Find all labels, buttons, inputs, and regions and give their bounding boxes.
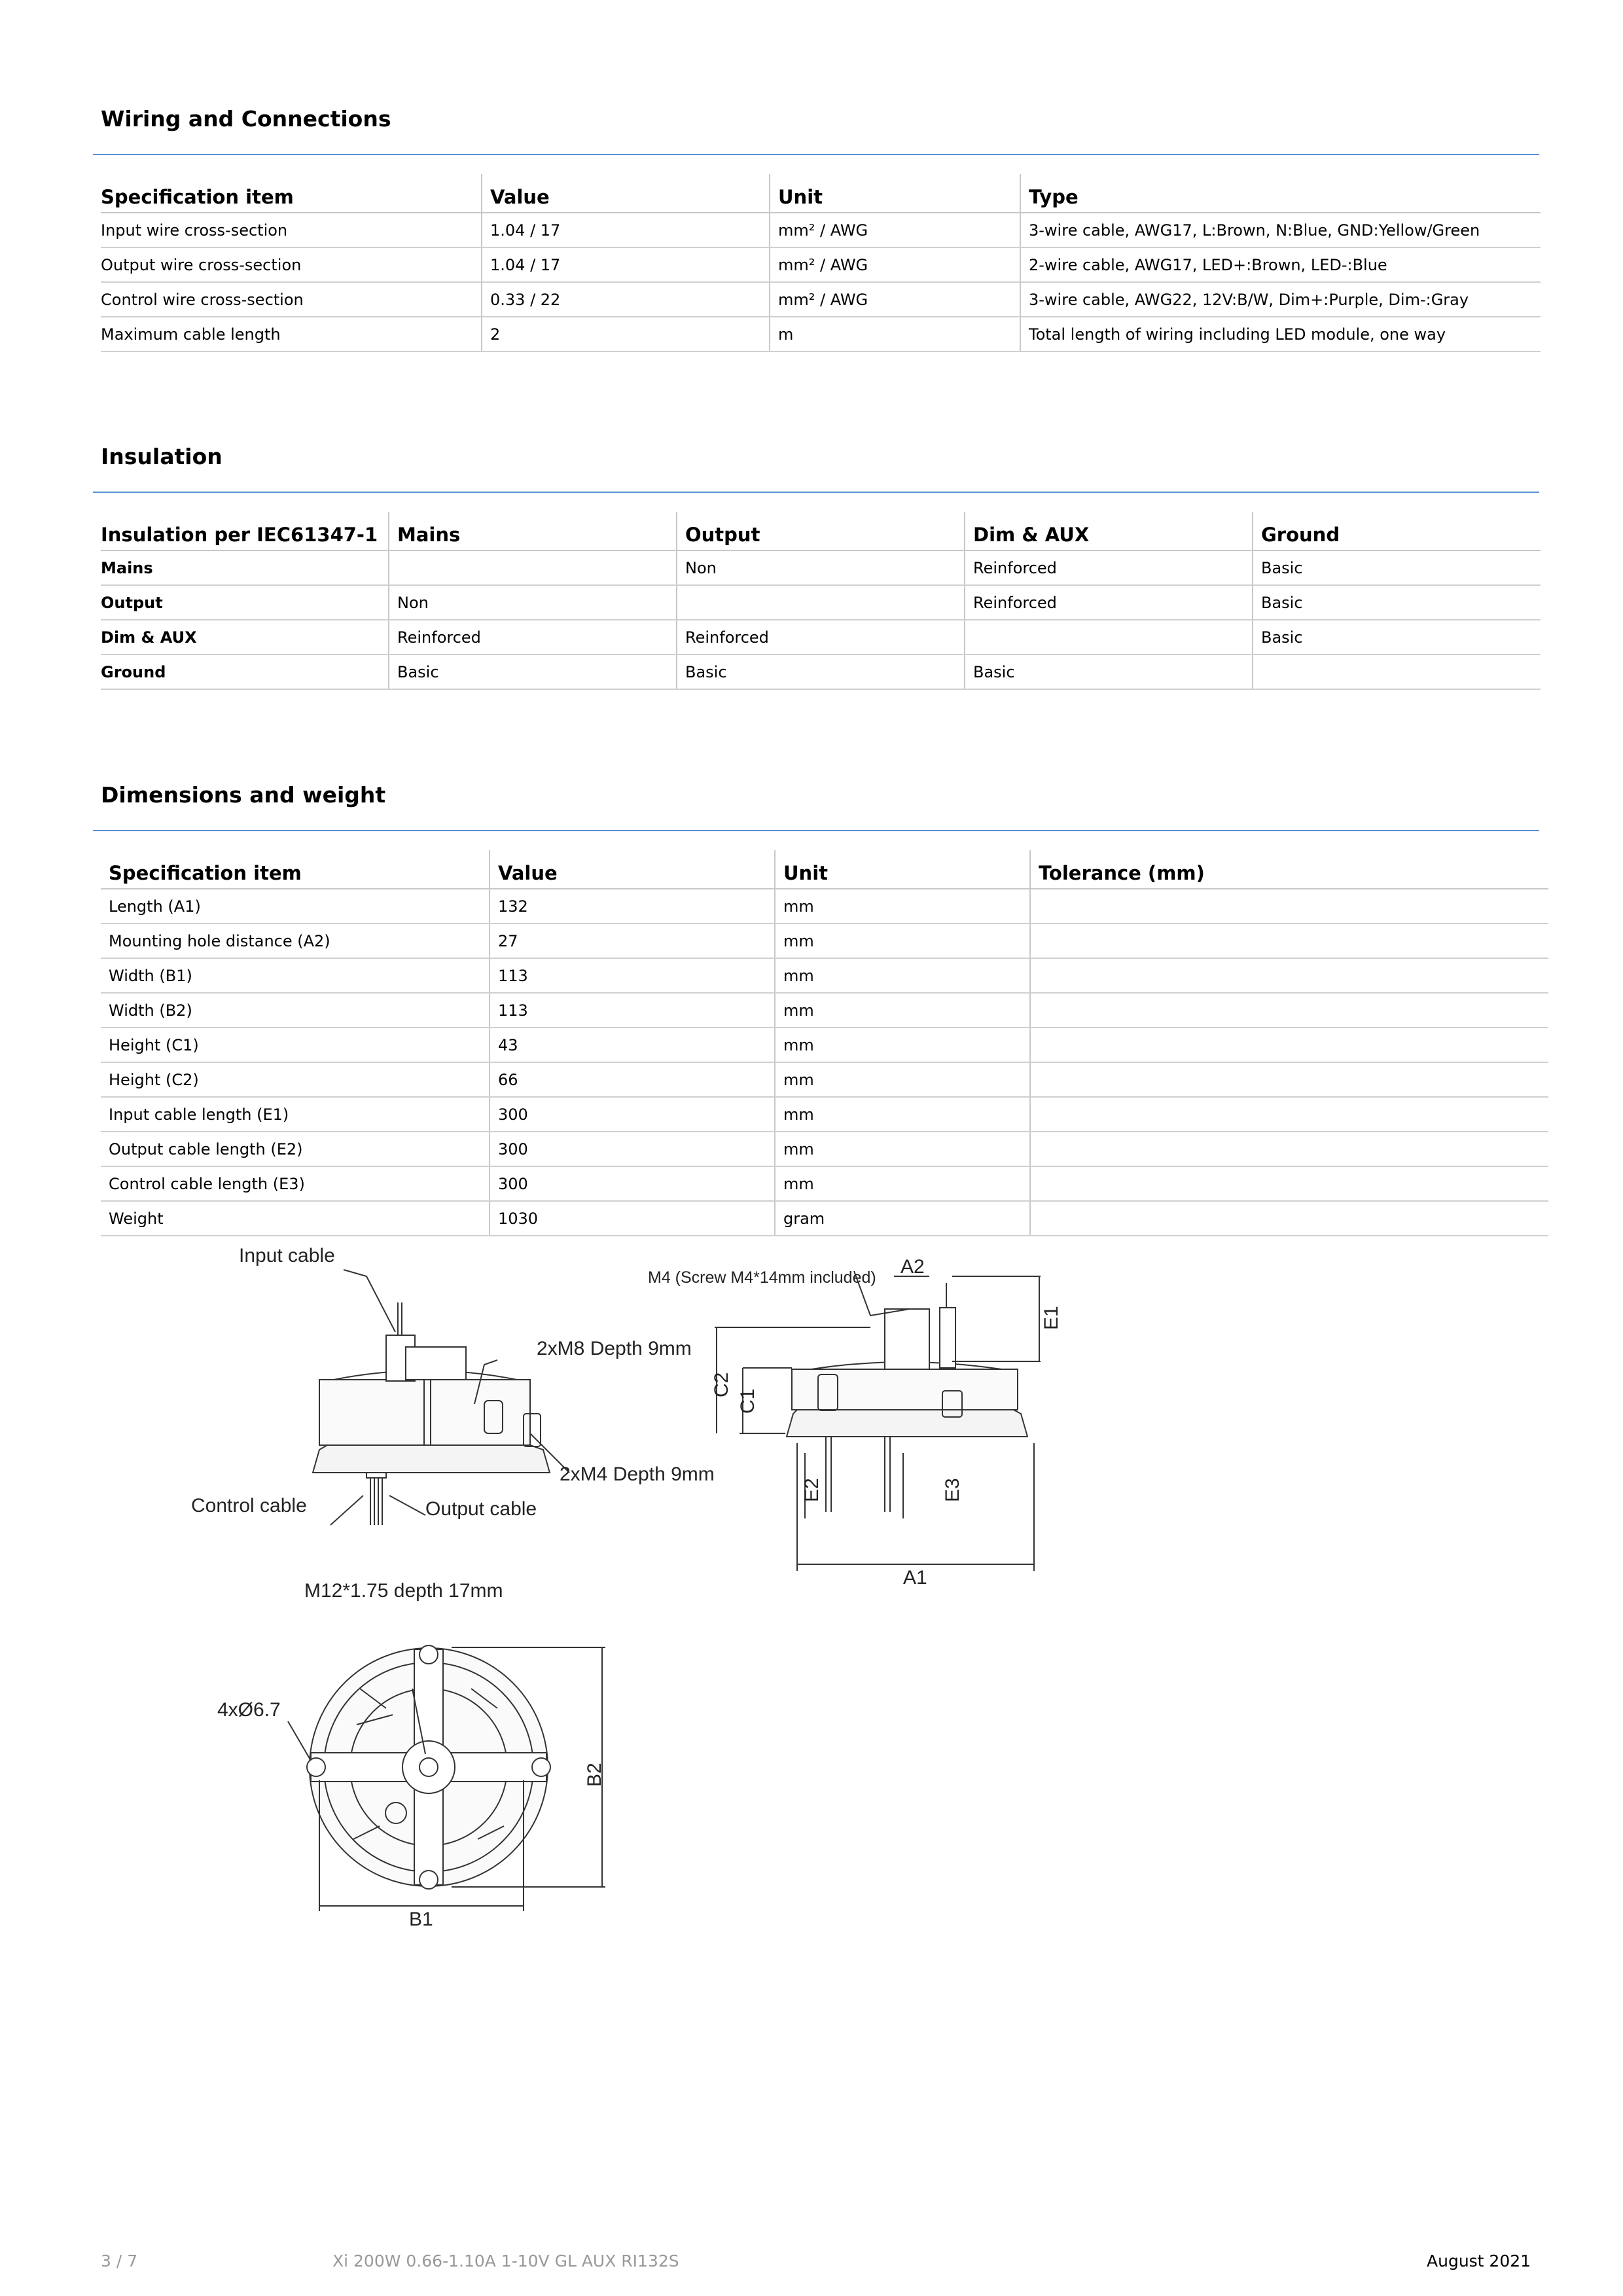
column-header: Insulation per IEC61347-1 bbox=[101, 512, 389, 550]
table-header-row bbox=[101, 850, 1548, 889]
table-cell: Maximum cable length bbox=[101, 317, 482, 351]
table-row bbox=[101, 550, 1541, 585]
mounting-hole bbox=[419, 1645, 438, 1664]
table-cell bbox=[1030, 1166, 1548, 1201]
table-cell bbox=[1030, 1097, 1548, 1132]
table-cell bbox=[1253, 655, 1541, 689]
table-cell: 1030 bbox=[490, 1201, 775, 1236]
label-m8-depth: 2xM8 Depth 9mm bbox=[537, 1338, 692, 1359]
column-header: Dim & AUX bbox=[965, 512, 1253, 550]
top-boss bbox=[885, 1309, 929, 1369]
table-cell: Width (B2) bbox=[101, 993, 490, 1028]
table-cell: Basic bbox=[1253, 550, 1541, 585]
table-cell: Height (C1) bbox=[101, 1028, 490, 1062]
m12-hole bbox=[419, 1758, 438, 1776]
table-row bbox=[101, 958, 1548, 993]
insulation-table bbox=[101, 512, 1541, 690]
label-e1: E1 bbox=[1041, 1306, 1062, 1330]
table-cell: gram bbox=[775, 1201, 1030, 1236]
label-m4-depth: 2xM4 Depth 9mm bbox=[560, 1463, 715, 1485]
table-cell: 27 bbox=[490, 924, 775, 958]
label-output-cable: Output cable bbox=[425, 1498, 537, 1520]
table-cell: Non bbox=[389, 585, 677, 620]
table-cell: 300 bbox=[490, 1132, 775, 1166]
column-header: Specification item bbox=[101, 850, 490, 889]
table-cell bbox=[1030, 1201, 1548, 1236]
table-row bbox=[101, 585, 1541, 620]
table-row bbox=[101, 1166, 1548, 1201]
table-cell: mm bbox=[775, 1097, 1030, 1132]
table-cell: Control cable length (E3) bbox=[101, 1166, 490, 1201]
mounting-hole bbox=[307, 1758, 325, 1776]
table-cell: 3-wire cable, AWG22, 12V:B/W, Dim+:Purple, Dim-:Gray bbox=[1020, 282, 1541, 317]
column-header: Ground bbox=[1253, 512, 1541, 550]
table-row bbox=[101, 655, 1541, 689]
table-row bbox=[101, 1201, 1548, 1236]
dimension-drawing bbox=[0, 1237, 1113, 1944]
table-cell: Basic bbox=[1253, 585, 1541, 620]
label-control-cable: Control cable bbox=[191, 1495, 307, 1516]
table-cell: mm bbox=[775, 889, 1030, 924]
table-cell bbox=[1030, 889, 1548, 924]
top-view bbox=[288, 1645, 605, 1911]
table-row bbox=[101, 213, 1541, 247]
column-header: Value bbox=[490, 850, 775, 889]
page-number: 3 / 7 bbox=[101, 2251, 138, 2270]
table-cell: mm bbox=[775, 924, 1030, 958]
control-gland bbox=[366, 1473, 386, 1478]
table-cell: 3-wire cable, AWG17, L:Brown, N:Blue, GND:Yellow/Green bbox=[1020, 213, 1541, 247]
driver-base bbox=[787, 1408, 1027, 1437]
table-cell: Total length of wiring including LED module, one way bbox=[1020, 317, 1541, 351]
driver-housing bbox=[792, 1369, 1018, 1410]
table-cell: mm bbox=[775, 1132, 1030, 1166]
table-row bbox=[101, 1097, 1548, 1132]
label-c2: C2 bbox=[711, 1372, 732, 1397]
table-cell bbox=[1030, 1062, 1548, 1097]
row-header: Ground bbox=[101, 655, 389, 689]
table-cell bbox=[1030, 924, 1548, 958]
table-header-row bbox=[101, 512, 1541, 550]
table-cell: Non bbox=[677, 550, 965, 585]
table-cell: 66 bbox=[490, 1062, 775, 1097]
table-cell bbox=[1030, 993, 1548, 1028]
input-cable-gland bbox=[940, 1308, 955, 1368]
table-row bbox=[101, 1062, 1548, 1097]
table-row bbox=[101, 620, 1541, 655]
section-title-insulation: Insulation bbox=[101, 444, 223, 469]
product-name: Xi 200W 0.66-1.10A 1-10V GL AUX RI132S bbox=[332, 2251, 679, 2270]
table-cell: Reinforced bbox=[965, 550, 1253, 585]
table-cell: Basic bbox=[677, 655, 965, 689]
table-cell: Basic bbox=[965, 655, 1253, 689]
table-row bbox=[101, 1028, 1548, 1062]
table-cell: 113 bbox=[490, 993, 775, 1028]
table-cell: m bbox=[770, 317, 1020, 351]
table-cell bbox=[965, 620, 1253, 655]
table-row bbox=[101, 993, 1548, 1028]
label-a1: A1 bbox=[903, 1567, 927, 1588]
table-cell: 300 bbox=[490, 1166, 775, 1201]
section-rule-wiring bbox=[93, 154, 1539, 155]
leader-input-cable bbox=[344, 1270, 395, 1332]
leader-holes bbox=[288, 1721, 311, 1761]
column-header: Type bbox=[1020, 174, 1541, 213]
table-cell: Input cable length (E1) bbox=[101, 1097, 490, 1132]
table-cell: Output wire cross-section bbox=[101, 247, 482, 282]
table-cell: 2 bbox=[482, 317, 770, 351]
column-header: Unit bbox=[775, 850, 1030, 889]
table-cell: mm² / AWG bbox=[770, 213, 1020, 247]
section-title-dimensions: Dimensions and weight bbox=[101, 782, 386, 808]
table-cell: Reinforced bbox=[677, 620, 965, 655]
table-cell: Output cable length (E2) bbox=[101, 1132, 490, 1166]
row-header: Dim & AUX bbox=[101, 620, 389, 655]
document-date: August 2021 bbox=[1427, 2251, 1531, 2270]
table-cell: Length (A1) bbox=[101, 889, 490, 924]
table-cell: 2-wire cable, AWG17, LED+:Brown, LED-:Blue bbox=[1020, 247, 1541, 282]
table-cell: mm bbox=[775, 1028, 1030, 1062]
column-header: Output bbox=[677, 512, 965, 550]
mounting-hole bbox=[419, 1871, 438, 1889]
side-view-right bbox=[715, 1271, 1041, 1571]
top-boss bbox=[406, 1347, 466, 1380]
table-row bbox=[101, 247, 1541, 282]
column-header: Tolerance (mm) bbox=[1030, 850, 1548, 889]
table-cell: 1.04 / 17 bbox=[482, 247, 770, 282]
table-row bbox=[101, 924, 1548, 958]
table-row bbox=[101, 282, 1541, 317]
table-cell: 300 bbox=[490, 1097, 775, 1132]
row-header: Mains bbox=[101, 550, 389, 585]
row-header: Output bbox=[101, 585, 389, 620]
section-title-wiring: Wiring and Connections bbox=[101, 106, 391, 132]
table-cell: mm bbox=[775, 958, 1030, 993]
label-m4-screw: M4 (Screw M4*14mm included) bbox=[648, 1268, 876, 1287]
table-cell: 113 bbox=[490, 958, 775, 993]
table-cell bbox=[1030, 958, 1548, 993]
label-input-cable: Input cable bbox=[239, 1245, 335, 1266]
table-cell: Basic bbox=[1253, 620, 1541, 655]
label-e3: E3 bbox=[942, 1478, 963, 1502]
mounting-hole bbox=[532, 1758, 550, 1776]
table-cell: Basic bbox=[389, 655, 677, 689]
table-cell: Mounting hole distance (A2) bbox=[101, 924, 490, 958]
column-header: Mains bbox=[389, 512, 677, 550]
table-row bbox=[101, 317, 1541, 351]
table-cell: Weight bbox=[101, 1201, 490, 1236]
table-cell: 0.33 / 22 bbox=[482, 282, 770, 317]
table-cell bbox=[1030, 1028, 1548, 1062]
table-cell: Control wire cross-section bbox=[101, 282, 482, 317]
table-cell: 43 bbox=[490, 1028, 775, 1062]
column-header: Value bbox=[482, 174, 770, 213]
label-e2: E2 bbox=[801, 1478, 823, 1502]
table-cell: mm bbox=[775, 1062, 1030, 1097]
table-cell: mm² / AWG bbox=[770, 282, 1020, 317]
table-cell: Input wire cross-section bbox=[101, 213, 482, 247]
label-b1: B1 bbox=[409, 1909, 433, 1930]
section-rule-insulation bbox=[93, 492, 1539, 493]
table-cell bbox=[389, 550, 677, 585]
leader-output-cable bbox=[389, 1496, 425, 1515]
label-holes: 4xØ6.7 bbox=[217, 1699, 281, 1721]
driver-base bbox=[313, 1445, 550, 1473]
leader-control-cable bbox=[330, 1496, 363, 1525]
table-row bbox=[101, 1132, 1548, 1166]
label-b2: B2 bbox=[584, 1763, 605, 1787]
dimensions-table bbox=[101, 850, 1548, 1236]
column-header: Specification item bbox=[101, 174, 482, 213]
table-cell: Reinforced bbox=[965, 585, 1253, 620]
table-cell: Height (C2) bbox=[101, 1062, 490, 1097]
label-a2: A2 bbox=[901, 1256, 925, 1278]
table-cell: Width (B1) bbox=[101, 958, 490, 993]
table-cell: mm² / AWG bbox=[770, 247, 1020, 282]
table-cell: 1.04 / 17 bbox=[482, 213, 770, 247]
section-rule-dimensions bbox=[93, 830, 1539, 831]
table-header-row bbox=[101, 174, 1541, 213]
table-cell: 132 bbox=[490, 889, 775, 924]
table-cell: mm bbox=[775, 1166, 1030, 1201]
table-cell: Reinforced bbox=[389, 620, 677, 655]
table-cell bbox=[1030, 1132, 1548, 1166]
side-view-left bbox=[313, 1270, 569, 1525]
label-m12: M12*1.75 depth 17mm bbox=[304, 1580, 503, 1602]
table-row bbox=[101, 889, 1548, 924]
wiring-table bbox=[101, 174, 1541, 352]
label-c1: C1 bbox=[737, 1388, 758, 1414]
table-cell: mm bbox=[775, 993, 1030, 1028]
table-cell bbox=[677, 585, 965, 620]
column-header: Unit bbox=[770, 174, 1020, 213]
